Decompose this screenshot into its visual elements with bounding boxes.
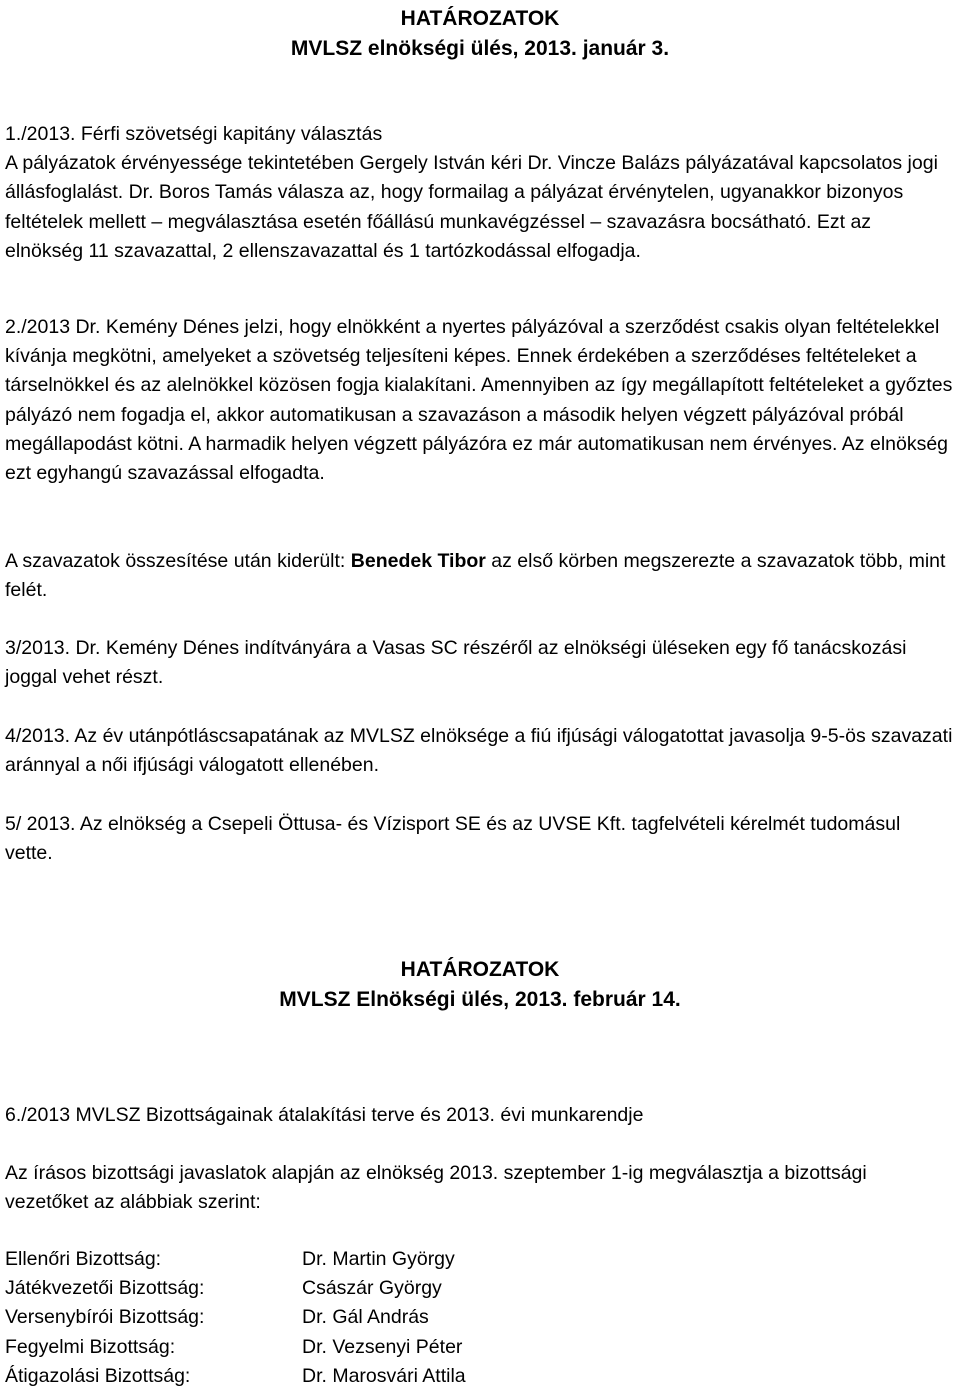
committee-row [5,1362,805,1391]
vote-summary-after: az első körben megszerezte a szavazatok több, mint felét. [5,550,946,602]
committee-row [5,1245,805,1274]
committee-name: Átigazolási Bizottság: [5,1364,191,1387]
resolution-4: 4/2013. Az év utánpótláscsapatának az MVLSZ elnöksége a fiú ifjúsági válogatottat javasolja 9-5-ös szavazati aránnyal a női ifjúsági válogatott ellenében. [5,725,953,777]
committee-leader: Császár György [302,1277,442,1300]
committee-row [5,1303,805,1332]
committee-name: Játékvezetői Bizottság: [5,1277,205,1300]
resolution-3: 3/2013. Dr. Kemény Dénes indítványára a Vasas SC részéről az elnökségi üléseken egy fő tanácskozási joggal vehet részt. [5,637,907,689]
winner-name: Benedek Tibor [350,550,486,572]
header-january-title: HATÁROZATOK [400,7,560,30]
committee-leader: Dr. Martin György [302,1248,455,1270]
committee-intro: Az írásos bizottsági javaslatok alapján az elnökség 2013. szeptember 1-ig megválasztja a bizottsági vezetőket az alábbiak szerint: [5,1162,867,1214]
resolution-1 [5,120,953,266]
resolution-1-body: A pályázatok érvényessége tekintetében Gergely István kéri Dr. Vincze Balázs pályázatával kapcsolatos jogi állásfoglalást. Dr. Boros Tamás válasza az, hogy formailag a pályázat érvénytelen, ugyanakkor bizonyos feltételek mellett – megválasztása esetén főállású munkavégzéssel – szavazásra bocsátható. Ezt az elnökség 11 szavazattal, 2 ellenszavazattal és 1 tartózkodással elfogadja. [5,152,938,262]
resolution-2: 2./2013 Dr. Kemény Dénes jelzi, hogy elnökként a nyertes pályázóval a szerződést csakis olyan feltételekkel kívánja megkötni, amelyeket a szövetség teljesíteni képes. Ennek érdekében a szerződéses feltételeket a társelnökkel és az alelnökkel közösen fogja kialakítani. Amennyiben az így megállapított feltételeket a győztes pályázó nem fogadja el, akkor automatikusan a szavazáson a második helyen végzett pályázóval próbál megállapodást kötni. A harmadik helyen végzett pályázóra ez már automatikusan nem érvényes. Az elnökség ezt egyhangú szavazással elfogadta. [5,316,953,485]
committee-name: Fegyelmi Bizottság: [5,1335,176,1358]
committee-row [5,1333,805,1362]
header-february-subtitle: MVLSZ Elnökségi ülés, 2013. február 14. [279,988,681,1011]
header-january [0,4,960,64]
committee-row [5,1274,805,1303]
committee-leader: Dr. Vezsenyi Péter [302,1335,463,1358]
resolution-5: 5/ 2013. Az elnökség a Csepeli Öttusa- és Vízisport SE és az UVSE Kft. tagfelvételi kérelmét tudomásul vette. [5,813,901,865]
committee-name: Versenybírói Bizottság: [5,1306,205,1329]
committee-list [5,1245,805,1391]
header-january-subtitle: MVLSZ elnökségi ülés, 2013. január 3. [290,37,670,60]
header-february [0,955,960,1015]
resolution-6: 6./2013 MVLSZ Bizottságainak átalakítási terve és 2013. évi munkarendje [5,1104,644,1126]
vote-summary-before: A szavazatok összesítése után kiderült: [5,550,351,572]
resolution-1-title: 1./2013. Férfi szövetségi kapitány választás [5,123,383,145]
committee-leader: Dr. Marosvári Attila [302,1364,466,1387]
committee-name: Ellenőri Bizottság: [5,1248,162,1270]
vote-summary [5,547,953,605]
committee-leader: Dr. Gál András [302,1306,429,1329]
header-february-title: HATÁROZATOK [400,958,560,981]
